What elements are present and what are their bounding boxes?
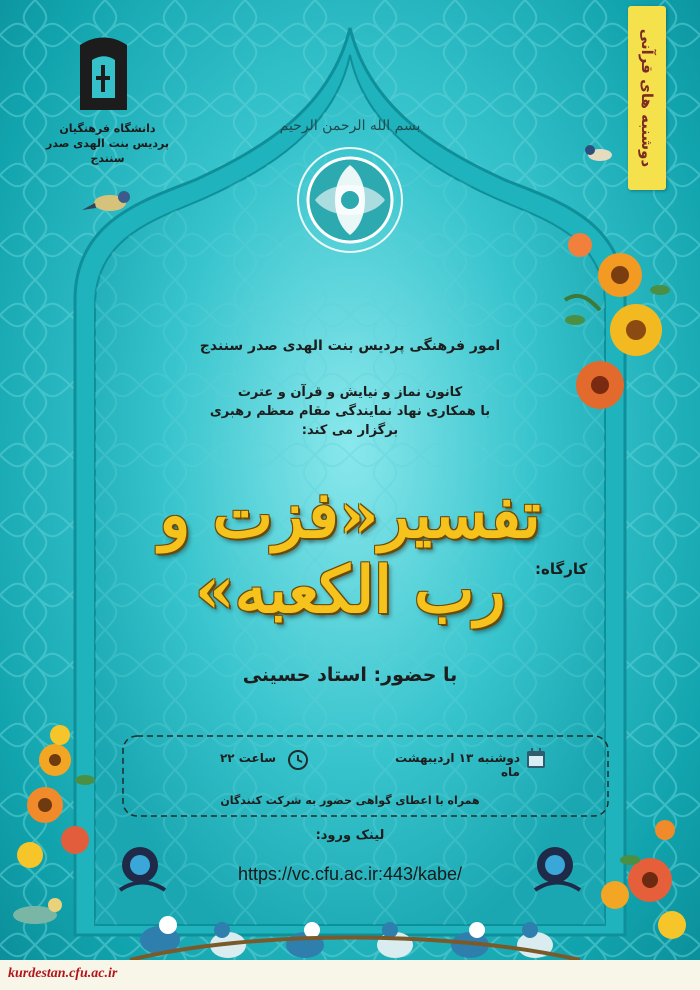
calendar-icon (527, 748, 545, 768)
university-title: دانشگاه فرهنگیان (59, 122, 156, 135)
workshop-title: تفسیر«فزت و رب الکعبه» (159, 478, 541, 628)
presenter-line: با حضور: استاد حسینی (242, 664, 458, 686)
holds-line: برگزار می کند: (301, 423, 399, 438)
link-label: لینک ورود: (315, 828, 385, 843)
organizer-line: امور فرهنگی پردیس بنت الهدی صدر سنندج (199, 338, 501, 354)
workshop-label: کارگاه: (535, 560, 588, 578)
university-logo-icon (80, 38, 127, 111)
basmala: بسم الله الرحمن الرحیم (279, 118, 421, 134)
ornament-medallion-icon (298, 148, 402, 252)
organizer-club: کانون نماز و نیایش و قرآن و عترت (237, 385, 463, 400)
series-badge-text: دوشنبه های قرآنی (638, 28, 656, 168)
entry-link[interactable]: https://vc.cfu.ac.ir:443/kabe/ (237, 864, 463, 884)
university-name (40, 121, 175, 166)
cooperation-line: با همکاری نهاد نمایندگی مقام معظم رهبری (209, 404, 491, 419)
certificate-note: همراه با اعطای گواهی حضور به شرکت کنندگان (220, 794, 480, 807)
footer-site-link[interactable]: kurdestan.cfu.ac.ir (8, 966, 118, 981)
event-time: ساعت ۲۲ (219, 751, 276, 765)
series-badge (628, 6, 666, 190)
event-date: دوشنبه ۱۳ اردیبهشت ماه (395, 751, 520, 779)
campus-title: پردیس بنت الهدی صدر سنندج (46, 137, 169, 165)
